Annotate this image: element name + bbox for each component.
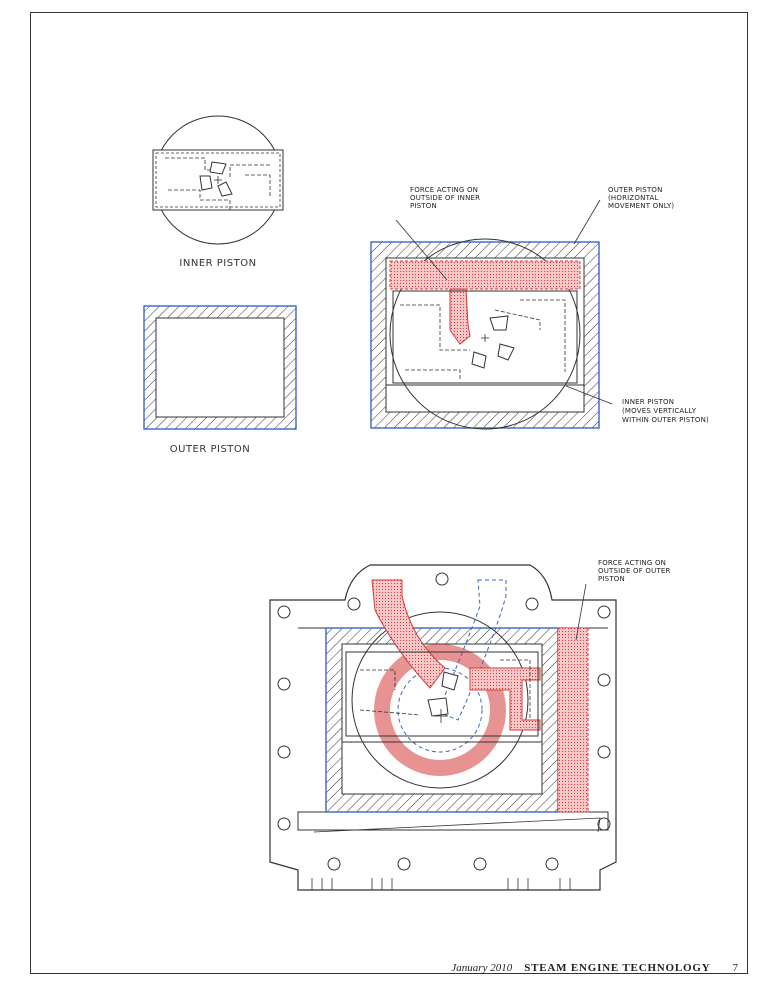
outer-piston-caption: OUTER PISTON: [169, 444, 251, 455]
svg-text:FORCE ACTING ON: FORCE ACTING ON: [598, 559, 667, 567]
inner-piston-caption: INNER PISTON: [179, 258, 257, 269]
svg-text:WITHIN OUTER PISTON): WITHIN OUTER PISTON): [622, 416, 709, 424]
force-outer-label: [598, 559, 671, 583]
svg-text:OUTSIDE OF INNER: OUTSIDE OF INNER: [410, 194, 481, 202]
svg-text:(HORIZONTAL: (HORIZONTAL: [608, 194, 659, 202]
svg-text:FORCE ACTING ON: FORCE ACTING ON: [410, 186, 479, 194]
combined-assembly-figure: [371, 200, 612, 429]
engine-assembly-figure: [270, 565, 616, 890]
svg-text:OUTSIDE OF OUTER: OUTSIDE OF OUTER: [598, 567, 671, 575]
svg-text:INNER PISTON: INNER PISTON: [622, 398, 675, 406]
inner-piston-note: [622, 398, 709, 424]
force-zone-inner: [390, 261, 580, 289]
footer-page-number: 7: [732, 962, 738, 974]
svg-text:PISTON: PISTON: [410, 202, 437, 210]
svg-text:PISTON: PISTON: [598, 575, 625, 583]
svg-text:OUTER PISTON: OUTER PISTON: [608, 186, 663, 194]
footer-date: January 2010: [451, 962, 513, 974]
outer-piston-figure: [144, 306, 296, 429]
footer-publication: STEAM ENGINE TECHNOLOGY: [524, 962, 711, 974]
force-zone-outer: [558, 628, 588, 812]
page-footer: [451, 962, 738, 978]
svg-text:MOVEMENT ONLY): MOVEMENT ONLY): [608, 202, 675, 210]
inner-piston-figure: [153, 116, 283, 244]
svg-text:(MOVES VERTICALLY: (MOVES VERTICALLY: [622, 407, 697, 415]
force-inner-label: [410, 186, 480, 210]
outer-piston-note: [608, 186, 674, 210]
